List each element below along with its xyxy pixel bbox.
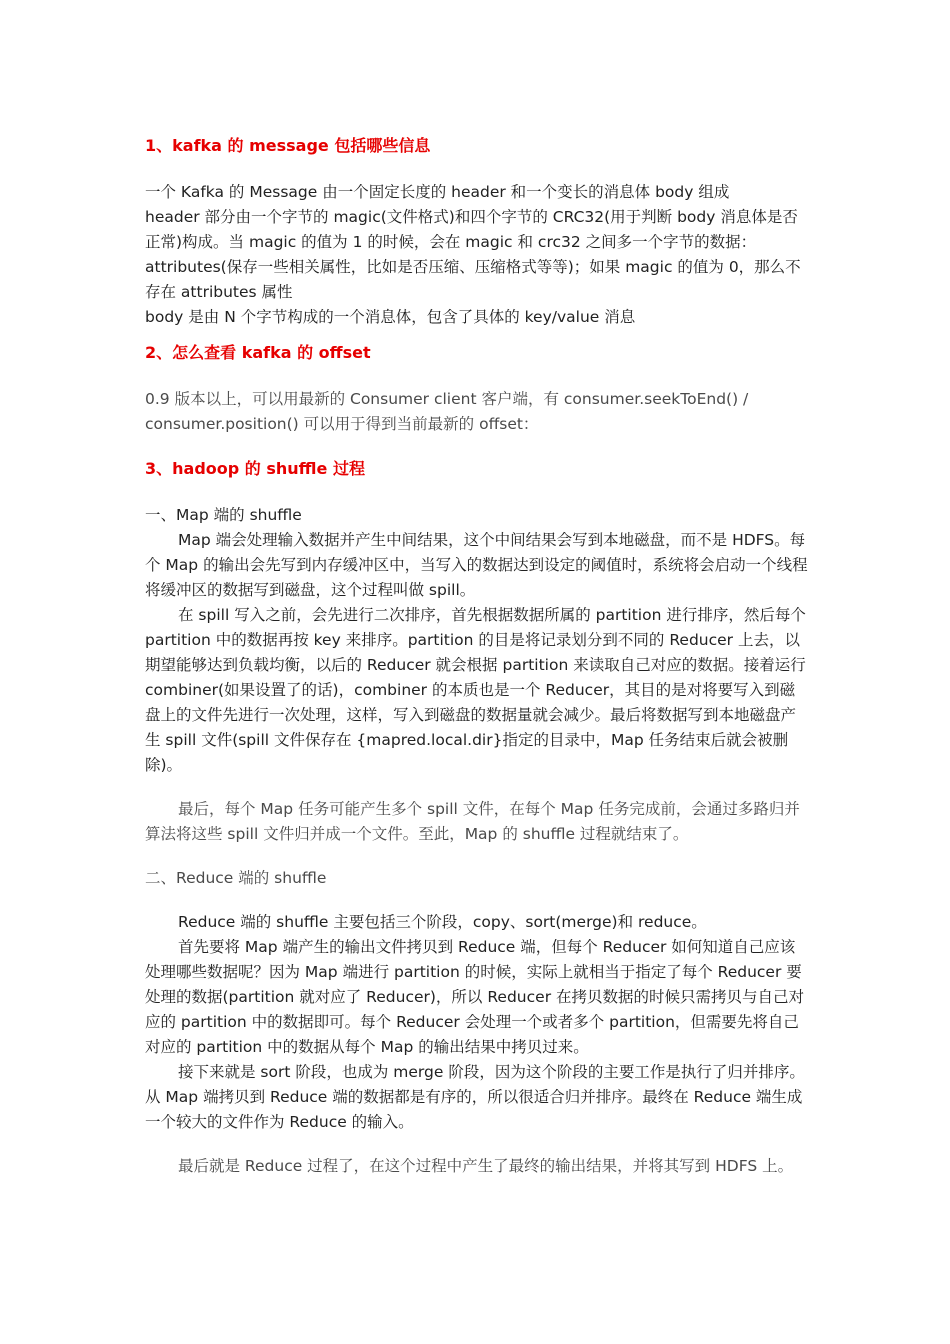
- reduce-paragraph-2: 首先要将 Map 端产生的输出文件拷贝到 Reduce 端，但每个 Reducer 如何知道自己应该处理哪些数据呢？因为 Map 端进行 partition 的时候，实际上就相当于指定了每个 Reducer 要处理的数据(partition 就对应了 Reducer)，所以 Reducer 在拷贝数据的时候只需拷贝与自己对应的 partition 中的数据即可。每个 Reducer 会处理一个或者多个 partition，但需要先将自己对应的 partition 中的数据从每个 Map 的输出结果中拷贝过来。: [145, 938, 804, 1056]
- map-paragraph-3: 最后，每个 Map 任务可能产生多个 spill 文件，在每个 Map 任务完成前，会通过多路归并算法将这些 spill 文件归并成一个文件。至此，Map 的 shuffle 过程就结束了。: [145, 800, 800, 843]
- map-paragraph-2: 在 spill 写入之前，会先进行二次排序，首先根据数据所属的 partition 进行排序，然后每个 partition 中的数据再按 key 来排序。partition 的目是将记录划分到不同的 Reducer 上去，以期望能够达到负载均衡，以后的 Reducer 就会根据 partition 来读取自己对应的数据。接着运行 combiner(如果设置了的话)，combiner 的本质也是一个 Reducer，其目的是对将要写入到磁盘上的文件先进行一次处理，这样，写入到磁盘的数据量就会减少。最后将数据写到本地磁盘产生 spill 文件(spill 文件保存在 {mapred.local.dir}指定的目录中，Map 任务结束后就会被删除)。: [145, 606, 806, 774]
- reduce-paragraph-4: 最后就是 Reduce 过程了，在这个过程中产生了最终的输出结果，并将其写到 HDFS 上。: [178, 1157, 794, 1175]
- map-paragraph-1: Map 端会处理输入数据并产生中间结果，这个中间结果会写到本地磁盘，而不是 HDFS。每个 Map 的输出会先写到内存缓冲区中，当写入的数据达到设定的阈值时，系统将会启动一个线程将缓冲区的数据写到磁盘，这个过程叫做 spill。: [145, 531, 808, 599]
- reduce-paragraph-1: Reduce 端的 shuffle 主要包括三个阶段，copy、sort(merge)和 reduce。: [178, 913, 707, 931]
- document-content: [145, 133, 810, 1179]
- s1-paragraph-3: body 是由 N 个字节构成的一个消息体，包含了具体的 key/value 消息: [145, 308, 636, 326]
- s2-paragraph-1: 0.9 版本以上，可以用最新的 Consumer client 客户端，有 consumer.seekToEnd() / consumer.position() 可以用于得到当前最新的 offset：: [145, 390, 749, 433]
- section-3-heading: 3、hadoop 的 shuffle 过程: [145, 459, 365, 478]
- section-1-heading: 1、kafka 的 message 包括哪些信息: [145, 136, 431, 155]
- section-2-heading: 2、怎么查看 kafka 的 offset: [145, 343, 371, 362]
- map-shuffle-title: 一、Map 端的 shuffle: [145, 506, 302, 524]
- s1-paragraph-1: 一个 Kafka 的 Message 由一个固定长度的 header 和一个变长的消息体 body 组成: [145, 183, 730, 201]
- reduce-paragraph-3: 接下来就是 sort 阶段，也成为 merge 阶段，因为这个阶段的主要工作是执行了归并排序。从 Map 端拷贝到 Reduce 端的数据都是有序的，所以很适合归并排序。最终在 Reduce 端生成一个较大的文件作为 Reduce 的输入。: [145, 1063, 805, 1131]
- s1-paragraph-2: header 部分由一个字节的 magic(文件格式)和四个字节的 CRC32(用于判断 body 消息体是否正常)构成。当 magic 的值为 1 的时候，会在 magic 和 crc32 之间多一个字节的数据：attributes(保存一些相关属性，比如是否压缩、压缩格式等等)；如果 magic 的值为 0，那么不存在 attributes 属性: [145, 208, 801, 301]
- reduce-shuffle-title: 二、Reduce 端的 shuffle: [145, 869, 327, 887]
